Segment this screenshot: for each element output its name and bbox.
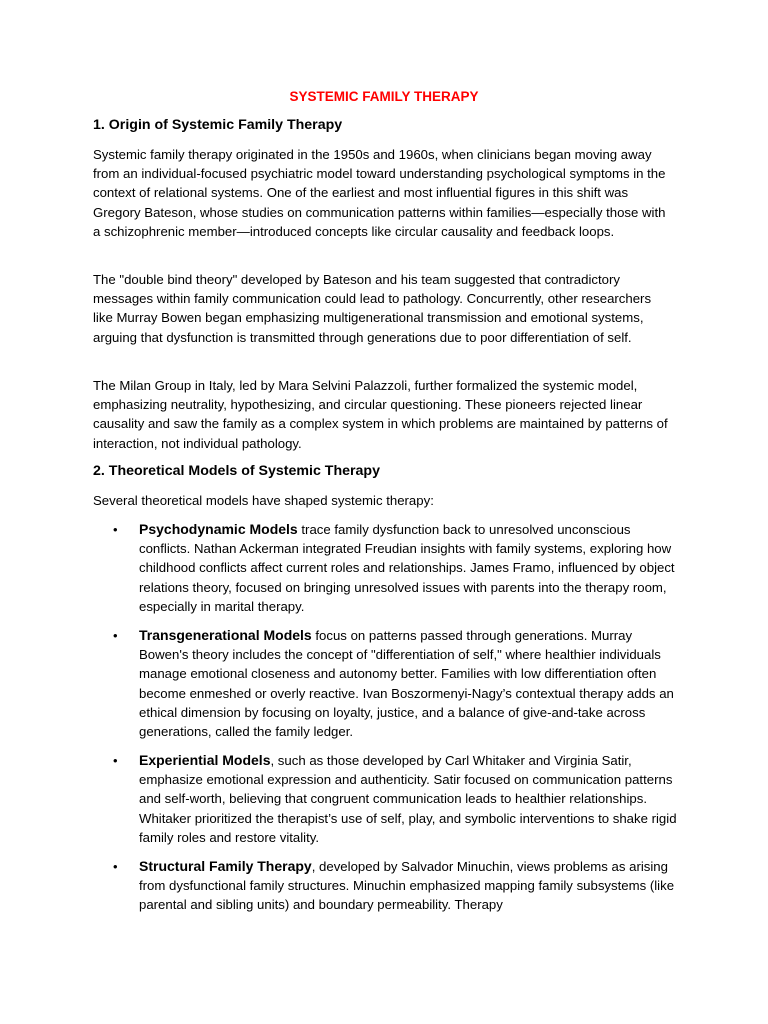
bullet-term: Experiential Models [139,752,271,768]
bullet-item-psychodynamic [93,520,683,616]
bullet-text: focus on patterns passed through generations. Murray Bowen's theory includes the concept of "differentiation of self," where healthier individuals manage emotional closeness and autonomy better. Families with low differentiation often become enmeshed or overly reactive. Ivan Boszormenyi-Nagy’s contextual therapy adds an ethical dimension by focusing on loyalty, justice, and a balance of give-and-take across generations, called the family ledger. [139,628,674,740]
paragraph-origin-1: Systemic family therapy originated in the 1950s and 1960s, when clinicians began moving away from an individual-focused psychiatric model toward understanding psychological symptoms in the context of relational systems. One of the earliest and most influential figures in this shift was Gregory Bateson, whose studies on communication patterns within families—especially those with a schizophrenic member—introduced concepts like circular causality and feedback loops. [93,147,666,239]
paragraph-origin-2: The "double bind theory" developed by Bateson and his team suggested that contradictory messages within family communication could lead to pathology. Concurrently, other researchers like Murray Bowen began emphasizing multigenerational transmission and emotional systems, arguing that dysfunction is transmitted through generations due to poor differentiation of self. [93,272,652,345]
paragraph-origin-3: The Milan Group in Italy, led by Mara Selvini Palazzoli, further formalized the systemic model, emphasizing neutrality, hypothesizing, and circular questioning. These pioneers rejected linear causality and saw the family as a complex system in which problems are maintained by patterns of interaction, not individual pathology. [93,378,668,451]
bullet-item-transgenerational [93,626,683,741]
bullet-item-experiential [93,751,683,847]
bullet-term: Structural Family Therapy [139,858,312,874]
section-heading-models: 2. Theoretical Models of Systemic Therapy [93,463,380,479]
document-title: SYSTEMIC FAMILY THERAPY [289,89,479,104]
bullet-text: , such as those developed by Carl Whitaker and Virginia Satir, emphasize emotional expression and authenticity. Satir focused on communication patterns and self-worth, believing that congruent communication leads to healthier relationships. Whitaker prioritized the therapist’s use of self, play, and symbolic interventions to shake rigid family roles and restore vitality. [139,753,677,845]
bullet-marker: • [113,859,118,874]
paragraph-models-intro: Several theoretical models have shaped systemic therapy: [93,493,434,508]
section-heading-origin: 1. Origin of Systemic Family Therapy [93,117,343,133]
bullet-item-structural [93,857,683,915]
bullet-term: Psychodynamic Models [139,521,298,537]
bullet-term: Transgenerational Models [139,627,312,643]
bullet-marker: • [113,628,118,643]
bullet-marker: • [113,522,118,537]
bullet-text: , developed by Salvador Minuchin, views problems as arising from dysfunctional family structures. Minuchin emphasized mapping family subsystems (like parental and sibling units) and boundary permeability. Therapy [139,859,675,913]
bullet-text: trace family dysfunction back to unresolved unconscious conflicts. Nathan Ackerman integrated Freudian insights with family systems, exploring how childhood conflicts affect current roles and relationships. James Framo, influenced by object relations theory, focused on bringing unresolved issues with parents into the therapy room, especially in marital therapy. [139,522,675,614]
bullet-marker: • [113,753,118,768]
